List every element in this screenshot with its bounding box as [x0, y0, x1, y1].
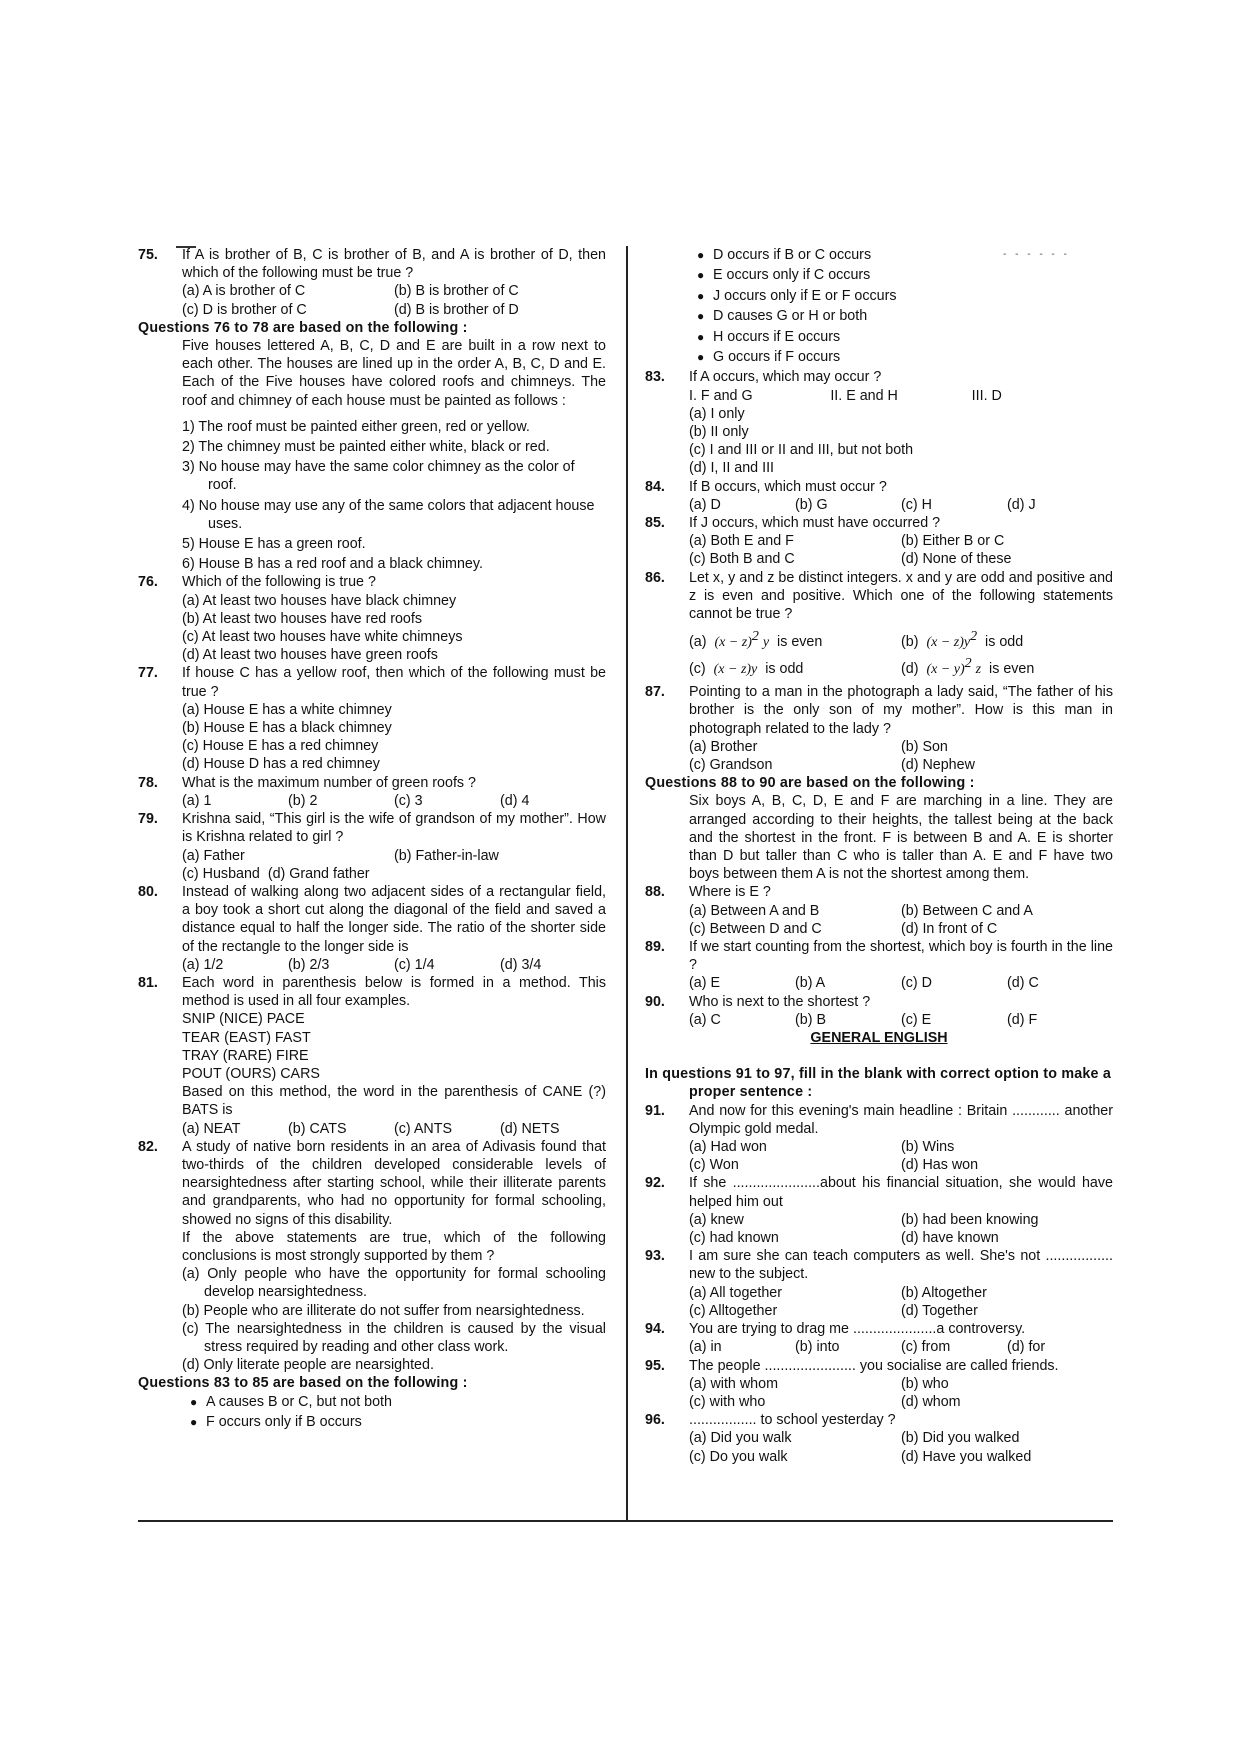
bullet-icon: ●	[697, 248, 705, 262]
section-heading-91-97: In questions 91 to 97, fill in the blank with correct option to make a proper sentence :	[645, 1066, 1112, 1101]
question-number: 79.	[138, 811, 158, 828]
condition-item: ● D occurs if B or C occurs	[697, 247, 872, 263]
option-a: (a) A is brother of C	[182, 283, 306, 300]
question-number: 96.	[645, 1412, 665, 1429]
option-c: (c) Grandson	[689, 757, 773, 773]
question-text: If we start counting from the shortest, which boy is fourth in the line ?	[689, 939, 1113, 974]
question-text: Which of the following is true ?	[182, 574, 376, 591]
option-a: (a) 1	[182, 792, 212, 809]
question-78	[138, 774, 606, 810]
condition-item: ● F occurs only if B occurs	[190, 1413, 362, 1430]
example-4: POUT (OURS) CARS	[182, 1065, 320, 1082]
question-text: If house C has a yellow roof, then which of the following must be true ?	[182, 665, 606, 700]
question-89	[645, 938, 1113, 993]
option-c: (c) had known	[689, 1230, 779, 1247]
question-text: What is the maximum number of green roofs ?	[182, 774, 477, 791]
question-text: Who is next to the shortest ?	[689, 993, 871, 1010]
option-c: (c) H	[901, 496, 932, 513]
question-number: 90.	[645, 993, 665, 1010]
option-a: (a) Had won	[689, 1139, 767, 1156]
passage-76-78: Five houses lettered A, B, C, D and E are built in a row next to each other. The houses are lined up in the order A, B, C, D and E. Each of the Five houses have colored roofs and chimneys. The roof and chimney of each house must be painted as follows :	[182, 338, 606, 409]
question-text: If A occurs, which may occur ?	[689, 369, 882, 386]
option-b: (b) House E has a black chimney	[182, 720, 392, 737]
condition-list-part-1	[138, 1393, 606, 1432]
question-text: If J occurs, which must have occurred ?	[689, 514, 941, 531]
option-d: (d) Nephew	[901, 757, 975, 773]
left-column	[138, 246, 606, 1433]
question-number: 94.	[645, 1321, 665, 1338]
option-a: (a) 1/2	[182, 956, 224, 973]
option-d: (d) Together	[901, 1302, 978, 1319]
option-c: (c) Won	[689, 1157, 739, 1174]
option-d: (d) Only literate people are nearsighted.	[182, 1357, 434, 1374]
condition-item: ● H occurs if E occurs	[697, 328, 841, 345]
option-d: (d) have known	[901, 1230, 999, 1247]
option-d: (d) None of these	[901, 551, 1012, 568]
rule-2: 2) The chimney must be painted either white, black or red.	[182, 439, 550, 456]
option-d: (d) Have you walked	[901, 1448, 1032, 1465]
bullet-icon: ●	[190, 1394, 198, 1409]
question-text: Instead of walking along two adjacent sides of a rectangular field, a boy took a short cut along the diagonal of the field and saved a distance equal to half the longer side. The ratio of the shorter side of the rectangle to the longer side is	[182, 883, 606, 955]
question-text: You are trying to drag me .....................a controversy.	[689, 1321, 1026, 1338]
question-93	[645, 1247, 1113, 1320]
option-c: (c) 3	[394, 792, 423, 809]
option-b: (b) Either B or C	[901, 533, 1005, 550]
bullet-icon: ●	[190, 1414, 198, 1429]
bullet-icon: ●	[697, 309, 705, 324]
question-82	[138, 1138, 606, 1375]
question-text: The people ....................... you socialise are called friends.	[689, 1357, 1059, 1374]
option-d: (d) 3/4	[500, 956, 542, 973]
section-title-general-english: GENERAL ENGLISH	[810, 1030, 948, 1047]
question-number: 83.	[645, 369, 665, 386]
option-d: (d) Has won	[901, 1157, 979, 1174]
option-a: (a) Brother	[689, 738, 758, 755]
option-a: (a) At least two houses have black chimney	[182, 592, 457, 609]
statement-3: III. D	[971, 387, 1002, 404]
question-number: 77.	[138, 665, 158, 682]
option-a: (a) I only	[689, 405, 745, 422]
option-a: (a) Between A and B	[689, 902, 820, 919]
option-d: (d) I, II and III	[689, 460, 775, 477]
option-b: (b) 2/3	[288, 956, 330, 973]
question-text: I am sure she can teach computers as well. She's not ................. new to the subject.	[689, 1248, 1113, 1283]
option-d: (d) NETS	[500, 1120, 560, 1137]
corner-mark-right: - - - - - -	[1003, 249, 1070, 260]
question-text: Krishna said, “This girl is the wife of grandson of my mother”. How is Krishna related to girl ?	[182, 811, 606, 846]
option-b: (b) B is brother of C	[394, 283, 519, 300]
example-2: TEAR (EAST) FAST	[182, 1029, 311, 1046]
option-a: (a) D	[689, 496, 721, 513]
bullet-icon: ●	[697, 349, 705, 364]
question-90	[645, 993, 1113, 1029]
option-b: (b) Did you walked	[901, 1430, 1020, 1447]
option-d: (d) whom	[901, 1393, 961, 1410]
question-text: If A is brother of B, C is brother of B, and A is brother of D, then which of the following must be true ?	[182, 247, 606, 282]
option-b: (b) Between C and A	[901, 902, 1033, 919]
question-text: Where is E ?	[689, 884, 771, 901]
bullet-icon: ●	[697, 329, 705, 344]
question-86	[645, 569, 1113, 684]
option-c: (c) from	[901, 1339, 951, 1356]
option-b: (b) had been knowing	[901, 1211, 1039, 1228]
question-text: If she ......................about his financial situation, she would have helped him out	[689, 1175, 1113, 1210]
option-b: (b) A	[795, 975, 826, 992]
option-a: (a) Both E and F	[689, 533, 794, 550]
option-a: (a) knew	[689, 1211, 744, 1228]
option-c: (c) House E has a red chimney	[182, 738, 379, 755]
question-number: 75.	[138, 247, 158, 263]
question-number: 84.	[645, 478, 665, 495]
question-96	[645, 1411, 1113, 1466]
condition-item: ● E occurs only if C occurs	[697, 267, 871, 284]
question-number: 85.	[645, 514, 665, 531]
option-c: (c) D is brother of C	[182, 301, 307, 318]
question-text: Let x, y and z be distinct integers. x and y are odd and positive and z is even and positive. Which one of the following statements cannot be true ?	[689, 569, 1113, 622]
rule-5: 5) House E has a green roof.	[182, 536, 366, 553]
option-b: (b) B	[795, 1011, 826, 1028]
question-number: 82.	[138, 1138, 158, 1155]
option-c: (c) At least two houses have white chimneys	[182, 629, 463, 646]
question-number: 93.	[645, 1248, 665, 1265]
question-text-2: Based on this method, the word in the parenthesis of CANE (?) BATS is	[182, 1084, 606, 1119]
option-c: (c) with who	[689, 1393, 766, 1410]
question-92	[645, 1174, 1113, 1247]
question-87	[645, 683, 1113, 774]
rule-3: 3) No house may have the same color chimney as the color of roof.	[182, 459, 575, 494]
option-a: (a) E	[689, 975, 720, 992]
question-number: 92.	[645, 1175, 665, 1192]
right-column	[645, 246, 1113, 1466]
option-c: (c) E	[901, 1011, 932, 1028]
example-3: TRAY (RARE) FIRE	[182, 1047, 309, 1064]
question-number: 89.	[645, 939, 665, 956]
option-a: (a) in	[689, 1339, 722, 1356]
question-number: 76.	[138, 574, 158, 591]
question-text: A study of native born residents in an area of Adivasis found that two-thirds of the children developed considerable levels of nearsightedness after starting school, while their illiterate parents and grandparents, who had no opportunity for formal schooling, showed no signs of this disability.	[182, 1138, 606, 1228]
option-b: (b) Father-in-law	[394, 847, 499, 864]
condition-item: ● J occurs only if E or F occurs	[697, 287, 897, 304]
question-80	[138, 883, 606, 974]
option-b: (b) $(x - z)y^2$ is odd	[901, 629, 1024, 651]
question-text-2: If the above statements are true, which of the following conclusions is most strongly supported by them ?	[182, 1229, 606, 1264]
option-c: (c) The nearsightedness in the children is caused by the visual stress required by reading and other class work.	[182, 1320, 606, 1355]
option-a: (a) with whom	[689, 1375, 778, 1392]
option-c: (c) 1/4	[394, 956, 435, 973]
option-d: (d) House D has a red chimney	[182, 756, 380, 773]
question-text: ................. to school yesterday ?	[689, 1412, 896, 1429]
question-91	[645, 1102, 1113, 1175]
option-c: (c) Both B and C	[689, 551, 795, 568]
option-d: (d) In front of C	[901, 920, 998, 937]
question-text: If B occurs, which must occur ?	[689, 478, 887, 495]
option-d: (d) F	[1007, 1011, 1038, 1028]
question-81	[138, 974, 606, 1138]
option-c: (c) Between D and C	[689, 920, 822, 937]
option-b: (b) II only	[689, 423, 749, 440]
option-a: (a) Father	[182, 847, 245, 864]
question-text: And now for this evening's main headline : Britain ............ another Olympic gold medal.	[689, 1102, 1113, 1137]
option-c-d: (c) Husband (d) Grand father	[182, 865, 370, 882]
example-1: SNIP (NICE) PACE	[182, 1011, 305, 1028]
option-c: (c) Do you walk	[689, 1448, 788, 1465]
option-a: (a) All together	[689, 1284, 782, 1301]
option-d: (d) B is brother of D	[394, 301, 519, 318]
option-c: (c) ANTS	[394, 1120, 452, 1137]
rule-1: 1) The roof must be painted either green, red or yellow.	[182, 418, 530, 435]
option-a: (a) NEAT	[182, 1120, 241, 1137]
question-88	[645, 883, 1113, 938]
passage-88-90: Six boys A, B, C, D, E and F are marching in a line. They are arranged according to their heights, the tallest being at the back and the shortest in the front. F is between B and A. E is shorter than D but taller than C who is taller than A. E and F have two boys between them A is not the shortest among them.	[689, 793, 1113, 883]
question-77	[138, 664, 606, 773]
question-76	[138, 573, 606, 664]
option-b: (b) 2	[288, 792, 318, 809]
question-number: 81.	[138, 974, 158, 991]
question-number: 91.	[645, 1102, 665, 1119]
option-a: (a) C	[689, 1011, 721, 1028]
option-d: (d) At least two houses have green roofs	[182, 647, 438, 664]
question-number: 88.	[645, 884, 665, 901]
section-heading-76-78: Questions 76 to 78 are based on the following :	[138, 319, 468, 336]
option-d: (d) 4	[500, 792, 530, 809]
option-a: (a) Only people who have the opportunity for formal schooling develop nearsightedness.	[182, 1266, 606, 1301]
question-number: 78.	[138, 774, 158, 791]
statement-1: I. F and G	[689, 387, 753, 404]
question-95	[645, 1357, 1113, 1412]
option-d: (d) $(x - y)^2$ z is even	[901, 656, 1035, 678]
option-a: (a) House E has a white chimney	[182, 701, 392, 718]
question-94	[645, 1320, 1113, 1356]
question-84	[645, 478, 1113, 514]
option-b: (b) Son	[901, 738, 948, 755]
question-75	[138, 246, 606, 319]
condition-item: ● D causes G or H or both	[697, 308, 868, 325]
option-b: (b) G	[795, 496, 828, 513]
bullet-icon: ●	[697, 288, 705, 303]
section-heading-88-90: Questions 88 to 90 are based on the following :	[645, 775, 975, 792]
question-83	[645, 368, 1113, 477]
question-85	[645, 514, 1113, 569]
question-79	[138, 810, 606, 883]
option-b: (b) People who are illiterate do not suffer from nearsightedness.	[182, 1302, 585, 1319]
statement-2: II. E and H	[830, 387, 898, 404]
question-number: 87.	[645, 684, 665, 701]
bottom-rule	[138, 1520, 1113, 1522]
section-heading-83-85: Questions 83 to 85 are based on the following :	[138, 1375, 468, 1392]
option-b: (b) CATS	[288, 1120, 347, 1137]
option-d: (d) J	[1007, 496, 1036, 513]
option-b: (b) who	[901, 1375, 949, 1392]
question-number: 80.	[138, 883, 158, 900]
bullet-icon: ●	[697, 268, 705, 283]
rule-6: 6) House B has a red roof and a black chimney.	[182, 556, 483, 573]
option-b: (b) into	[795, 1339, 840, 1356]
option-b: (b) At least two houses have red roofs	[182, 610, 422, 627]
option-d: (d) for	[1007, 1339, 1046, 1356]
option-a: (a) $(x - z)^2$ y is even	[689, 629, 823, 651]
option-c: (c) (x − z)y is odd	[689, 661, 804, 678]
option-b: (b) Wins	[901, 1139, 955, 1156]
question-text: Each word in parenthesis below is formed in a method. This method is used in all four examples.	[182, 974, 606, 1010]
question-number: 86.	[645, 569, 665, 586]
condition-list-part-2	[645, 246, 1113, 366]
condition-item: ● A causes B or C, but not both	[190, 1393, 392, 1410]
question-number: 95.	[645, 1357, 665, 1374]
question-text: Pointing to a man in the photograph a lady said, “The father of his brother is the only son of my mother”. How is this man in photograph related to the lady ?	[689, 684, 1113, 737]
option-b: (b) Altogether	[901, 1284, 987, 1301]
option-c: (c) D	[901, 975, 932, 992]
condition-item: ● G occurs if F occurs	[697, 348, 841, 365]
option-a: (a) Did you walk	[689, 1430, 792, 1447]
column-divider	[626, 246, 628, 1522]
option-c: (c) I and III or II and III, but not both	[689, 442, 914, 459]
option-d: (d) C	[1007, 975, 1039, 992]
rule-4: 4) No house may use any of the same colors that adjacent house uses.	[182, 497, 595, 532]
option-c: (c) Alltogether	[689, 1302, 778, 1319]
